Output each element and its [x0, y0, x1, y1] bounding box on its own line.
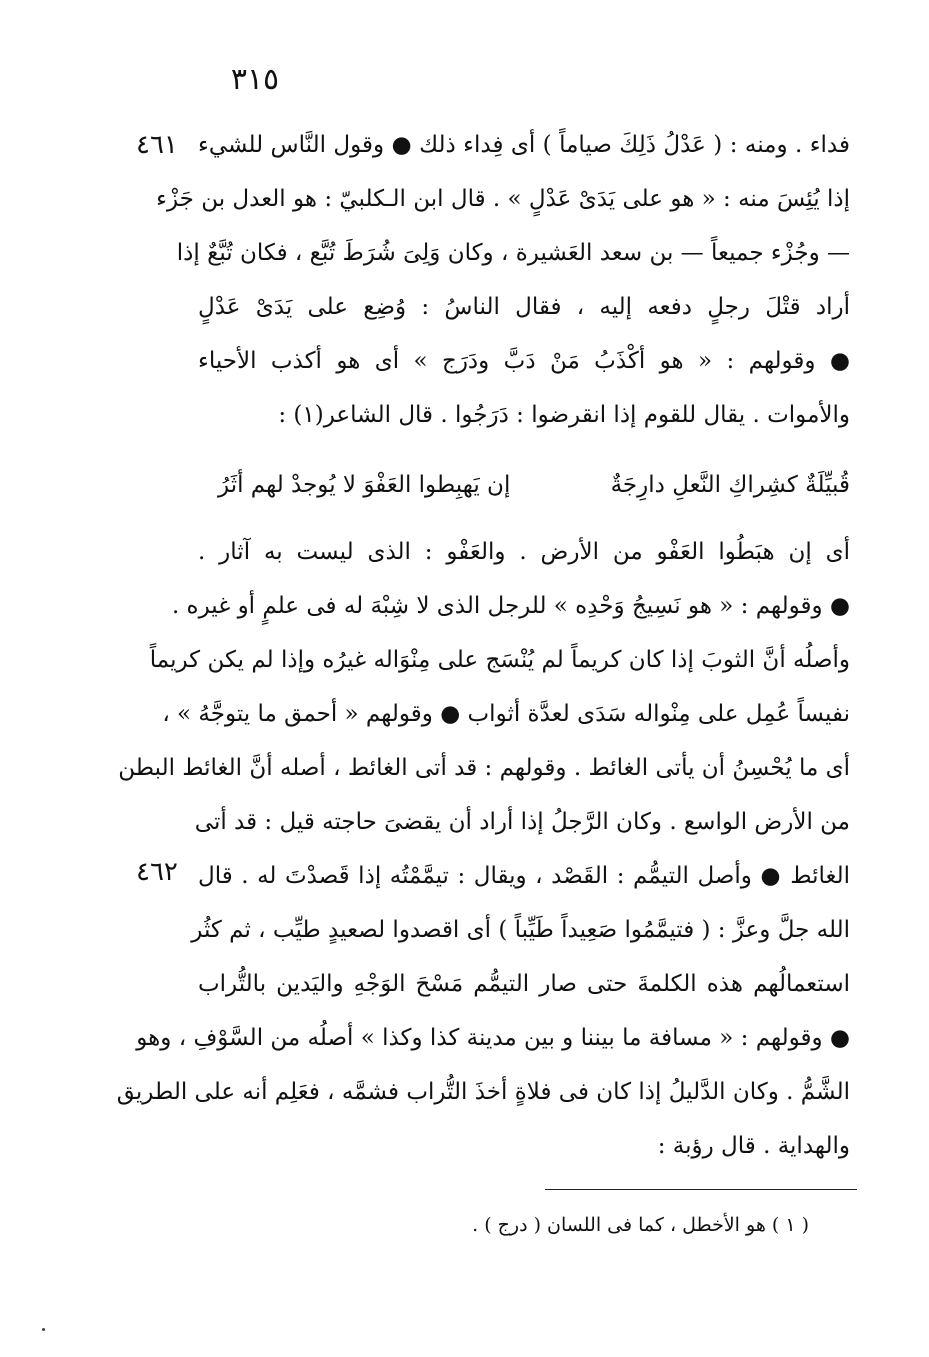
text-line: من الأرض الواسع . وكان الرَّجلُ إذا أراد أن يقضىَ حاجته قيل : قد أتى [194, 809, 850, 835]
verse-hemistich-second: إن يَهبِطوا العَفْوَ لا يُوجدْ لهم أثَرُ [218, 472, 511, 498]
poetry-verse [198, 455, 850, 515]
text-line: أى إن هبَطُوا العَفْو من الأرض . والعَفْو : الذى ليست به آثار . [198, 539, 850, 565]
verse-hemistich-first: قُبيِّلَةٌ كشِراكِ النَّعلِ دارِجَةٌ [610, 472, 850, 498]
footnote: ( ١ ) هو الأخطل ، كما فى اللسان ( درج ) . [472, 1214, 809, 1236]
text-line: الغائط ● وأصل التيمُّم : القَصْد ، ويقال : تيمَّمْتُه إذا قَصدْتَ له . قال [198, 863, 850, 889]
text-line: استعمالُهم هذه الكلمةَ حتى صار التيمُّم مَسْحَ الوَجْهِ واليَدين بالتُّراب [198, 971, 850, 997]
page-speck [42, 1328, 45, 1331]
text-line: ● وقولهم : « هو نَسِيجُ وَحْدِه » للرجل الذى لا شِبْهَ له فى علمٍ أو غيره . [171, 593, 850, 619]
entry-number-462: ٤٦٢ [136, 857, 178, 887]
text-line: — وجُزْء جميعاً — بن سعد العَشيرة ، وكان وَلِىَ شُرَطَ تُبَّع ، فكان تُبَّعٌ إذا [176, 240, 850, 266]
text-line: أراد قتْلَ رجلٍ دفعه إليه ، فقال الناسُ : وُضِع على يَدَىْ عَدْلٍ [198, 294, 850, 320]
text-line: ● وقولهم : « هو أكْذَبُ مَنْ دَبَّ ودَرَج » أى هو أكذب الأحياء [198, 348, 850, 374]
text-line: والهداية . قال رؤبة : [657, 1133, 850, 1159]
text-line: الله جلَّ وعزَّ : ( فتيمَّمُوا صَعِيداً طَيِّباً ) أى اقصدوا لصعيدٍ طيِّب ، ثم كثُر [191, 917, 850, 943]
page-number: ٣١٥ [230, 62, 280, 97]
text-line: وأصلُه أنَّ الثوبَ إذا كان كريماً لم يُنْسَج على مِنْوَاله غيرُه وإذا لم يكن كريماً [149, 647, 850, 673]
footnote-divider [545, 1189, 857, 1190]
text-line: إذا يُئِسَ منه : « هو على يَدَىْ عَدْلٍ » . قال ابن الـكلبيّ : هو العدل بن جَزْء [156, 186, 850, 212]
text-line: والأموات . يقال للقوم إذا انقرضوا : دَرَجُوا . قال الشاعر(١) : [278, 402, 850, 428]
entry-number-461: ٤٦١ [136, 130, 178, 160]
text-line: الشَّمُّ . وكان الدَّليلُ إذا كان فى فلاةٍ أخذَ التُّراب فشمَّه ، فعَلِم أنه على الطريق [116, 1079, 850, 1105]
text-line: ● وقولهم : « مسافة ما بيننا و بين مدينة كذا وكذا » أصلُه من السَّوْفِ ، وهو [136, 1025, 850, 1051]
text-line: أى ما يُحْسِنُ أن يأتى الغائط . وقولهم : قد أتى الغائط ، أصله أنَّ الغائط البطن [118, 755, 850, 781]
text-line: نفيساً عُمِل على مِنْواله سَدَى لعدَّة أثواب ● وقولهم « أحمق ما يتوجَّهُ » ، [162, 701, 850, 727]
text-line: فداء . ومنه : ( عَدْلُ ذَلِكَ صياماً ) أى فِداء ذلك ● وقول النَّاس للشيء [198, 132, 850, 158]
